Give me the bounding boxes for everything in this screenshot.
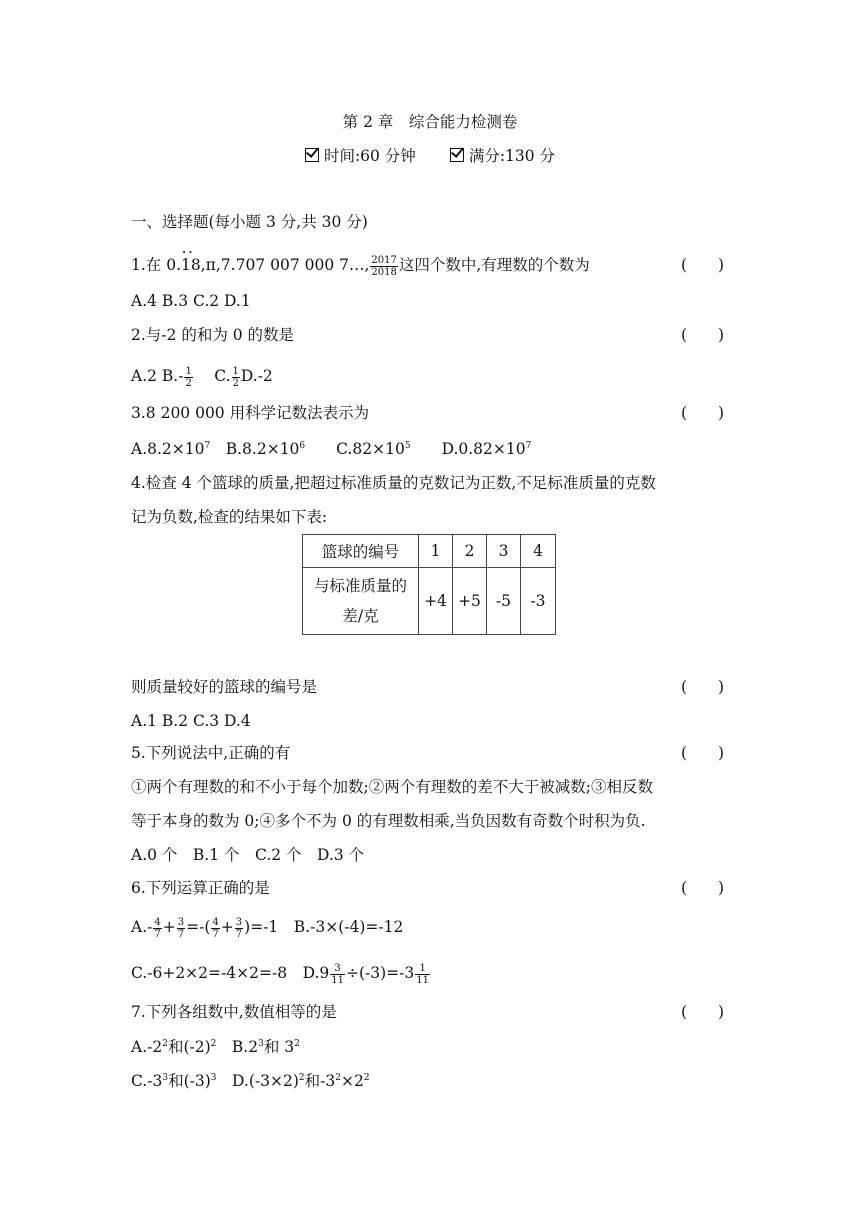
fraction: $\frac{3}{7}$ [235, 916, 243, 940]
full-score: 满分:130 分 [468, 147, 556, 165]
question-6-options-cd: C.-6+2×2=-4×2=-8 D.9 $\frac{3}{11}$ ÷(-3)=-3 $\frac{1}{11}$ [131, 962, 429, 986]
section-heading: 一、选择题(每小题 3 分,共 30 分) [131, 213, 368, 231]
question-3-stem: 3.8 200 000 用科学记数法表示为 [131, 404, 370, 422]
question-7-options-ab: $A.-2^2$和$(-2)^2$ $B.2^3$和 $3^2$ [131, 1038, 300, 1056]
fraction: $\frac{1}{11}$ [416, 962, 429, 986]
table-cell: +4 [419, 568, 453, 635]
table-cell: 2 [453, 535, 487, 568]
repeating-decimal: • • 18 [181, 254, 201, 276]
question-2-stem: 2.与-2 的和为 0 的数是 [131, 326, 295, 344]
question-5-line-2: 等于本身的数为 0;④多个不为 0 的有理数相乘,当负因数有奇数个时积为负. [131, 812, 646, 830]
table-cell: -5 [487, 568, 521, 635]
page-title: 第 2 章 综合能力检测卷 [342, 113, 518, 131]
answer-blank: ( ) [681, 744, 725, 762]
answer-blank: ( ) [681, 404, 725, 422]
time-limit: 时间:60 分钟 [323, 147, 416, 165]
question-1-stem: 1.在 0.• • 18,π,7.707 007 000 7…, $\frac{2017}{2018}$ 这四个数中,有理数的个数为 [131, 254, 590, 278]
table-row-label: 与标准质量的 差/克 [303, 568, 419, 635]
question-3-options: $A.8.2\times 10^7$ $B.8.2\times 10^6$ $C.82\times 10^5$ $D.0.82\times 10^7$ [131, 440, 532, 458]
question-4-options: A.1 B.2 C.3 D.4 [131, 712, 251, 730]
answer-blank: ( ) [681, 256, 725, 274]
table-cell: 4 [521, 535, 556, 568]
fraction: $\frac{3}{7}$ [177, 916, 185, 940]
question-6-stem: 6.下列运算正确的是 [131, 879, 270, 897]
question-6-options-ab: A.- $\frac{4}{7}$ + $\frac{3}{7}$ =-( $\frac{4}{7}$ + $\frac{3}{7}$ )=-1 B.-3×(-4)=-12 [131, 916, 404, 940]
basketball-table [302, 534, 556, 635]
checkbox-icon [450, 148, 464, 162]
question-5-stem: 5.下列说法中,正确的有 [131, 744, 291, 762]
checkbox-icon [305, 148, 319, 162]
fraction: $\frac{4}{7}$ [212, 916, 219, 940]
answer-blank: ( ) [681, 879, 725, 897]
table-cell: 3 [487, 535, 521, 568]
fraction: $\frac{2017}{2018}$ [371, 254, 397, 278]
question-7-stem: 7.下列各组数中,数值相等的是 [131, 1003, 337, 1021]
fraction: $\frac{1}{2}$ [232, 365, 239, 389]
table-cell: -3 [521, 568, 556, 635]
fraction: $\frac{4}{7}$ [154, 916, 161, 940]
question-4-stem: 则质量较好的篮球的编号是 [131, 678, 318, 696]
question-5-options: A.0 个 B.1 个 C.2 个 D.3 个 [131, 846, 365, 864]
question-1-options: A.4 B.3 C.2 D.1 [131, 292, 251, 310]
answer-blank: ( ) [681, 678, 725, 696]
question-2-options: A.2 B.- $\frac{1}{2}$ C. $\frac{1}{2}$ D.-2 [131, 365, 273, 389]
question-4-line-2: 记为负数,检查的结果如下表: [131, 508, 328, 526]
table-cell: 1 [419, 535, 453, 568]
fraction: $\frac{1}{2}$ [185, 365, 192, 389]
fraction: $\frac{3}{11}$ [331, 962, 344, 986]
answer-blank: ( ) [681, 1003, 725, 1021]
table-cell: +5 [453, 568, 487, 635]
question-4-line-1: 4.检查 4 个篮球的质量,把超过标准质量的克数记为正数,不足标准质量的克数 [131, 474, 656, 492]
question-7-options-cd: $C.-3^3$和$(-3)^3$ $D.(-3\times 2)^2$和$-3^2\times 2^2$ [131, 1072, 370, 1090]
table-header-label: 篮球的编号 [303, 535, 419, 568]
question-5-line-1: ①两个有理数的和不小于每个加数;②两个有理数的差不大于被减数;③相反数 [131, 778, 653, 796]
answer-blank: ( ) [681, 326, 725, 344]
exam-info [0, 145, 860, 167]
